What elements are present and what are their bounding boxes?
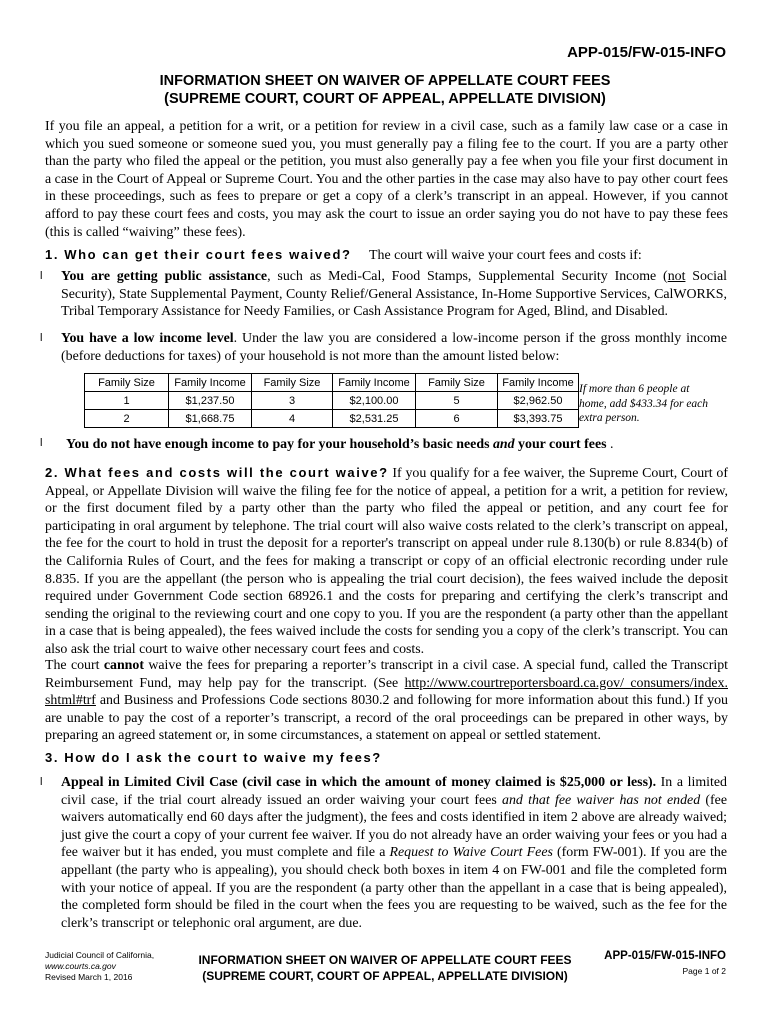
basic-needs-end: . xyxy=(606,437,614,452)
public-assistance-item xyxy=(61,268,727,321)
limited-civil-italic2: Request to Waive Court Fees xyxy=(389,845,553,861)
table-cell: $3,393.75 xyxy=(498,410,579,428)
limited-civil-item xyxy=(61,774,727,932)
table-header: Family Size xyxy=(416,374,498,392)
bullet-mark: l xyxy=(40,437,43,449)
form-code: APP-015/FW-015-INFO xyxy=(567,44,726,61)
table-cell: $2,531.25 xyxy=(333,410,416,428)
basic-needs-bold1: You do not have enough income to pay for your household’s basic needs xyxy=(66,437,493,452)
table-header: Family Size xyxy=(252,374,333,392)
limited-civil-bold: Appeal in Limited Civil Case (civil case in which the amount of money claimed is $25,000 or less). xyxy=(61,775,657,790)
footer-title xyxy=(170,952,600,984)
low-income-bold: You have a low income level xyxy=(61,331,234,346)
basic-needs-bold2: your court fees xyxy=(514,437,607,452)
section2-p2-a: The court xyxy=(45,658,104,673)
section2-paragraph1 xyxy=(45,464,728,659)
section2-p2-c: and Business and Professions Code sections 8030.2 and following for more information about this fund.) If you are unable to pay the cost of a reporter’s transcript, a record of the oral proceedings can be prepared in other ways, by preparing an agreed statement or, in some circumstances, a statement on appeal or settled statement. xyxy=(45,693,728,744)
section3-heading-line xyxy=(45,749,728,768)
footer-website: www.courts.ca.gov xyxy=(45,961,116,971)
low-income-text: . Under the law you are considered a low-income person if the gross monthly income (before deductions for taxes) of your household is not more than the amount listed below: xyxy=(61,331,727,364)
bullet-mark: l xyxy=(40,332,43,344)
section3-heading: 3. How do I ask the court to waive my fees? xyxy=(45,750,382,765)
basic-needs-item xyxy=(66,436,732,454)
limited-civil-a: In a limited civil case, if the trial court already issued an order waiving your court fees xyxy=(61,775,727,808)
intro-paragraph: If you file an appeal, a petition for a writ, or a petition for review in a civil case, such as a family law case or a case in which you sued someone or someone sued you, you must generally pay a filing fee to the court. If you are a party other than the party who filed the appeal or the petition, you must also generally pay a fee when you file your first document in a case in the Court of Appeal or Supreme Court. You and the other parties in the case may also have to pay other court fees in these proceedings, such as fees to prepare or get a copy of a clerk’s transcript in an appeal. However, if you cannot afford to pay these court fees and costs, you may ask the court to issue an order saying you do not have to pay these fees (this is called “waiving” these fees). xyxy=(45,119,728,240)
public-assistance-bold: You are getting public assistance xyxy=(61,269,268,284)
public-assistance-not: not xyxy=(667,269,686,284)
table-cell: $2,100.00 xyxy=(333,392,416,410)
section1-heading: 1. Who can get their court fees waived? xyxy=(45,247,352,262)
table-cell: 3 xyxy=(252,392,333,410)
limited-civil-c: (form FW-001). If you are the appellant (the party who is appealing), you should check both boxes in item 4 on FW-001 and file the completed form with your notice of appeal. If you are the respondent (a party other than the appellant in a case that is being appealed), the completed form should be filed in the court when the fees you are requesting to be waived, such as the fee for the clerk’s transcript or telephonic oral argument, are due. xyxy=(61,845,727,931)
table-header: Family Income xyxy=(498,374,579,392)
title-line1: INFORMATION SHEET ON WAIVER OF APPELLATE COURT FEES xyxy=(159,73,611,89)
income-table xyxy=(84,373,579,428)
page-number: Page 1 of 2 xyxy=(682,966,726,976)
table-cell: 1 xyxy=(85,392,169,410)
table-cell: 5 xyxy=(416,392,498,410)
table-cell: $2,962.50 xyxy=(498,392,579,410)
table-row xyxy=(85,392,579,410)
public-assistance-text2: Social Security), State Supplemental Payment, County Relief/General Assistance, In-Home Supportive Services, CalWORKS, Tribal Temporary Assistance for Needy Families, or Cash Assistance Program for Aged, Blind, and Disabled. xyxy=(61,269,727,320)
section2-p2-b: waive the fees for preparing a reporter’s transcript in a civil case. A special fund, called the Transcript Reimbursement Fund, may help pay for the transcript. (See xyxy=(45,658,728,691)
limited-civil-b: (fee waivers automatically end 60 days after the judgment), the fees and costs identified in item 2 above are already waived; just give the court a copy of your current fee waiver. If you do not already have an order waiving your fees or you had a fee waiver but it has ended, you must complete and file a xyxy=(61,792,727,861)
table-cell: 2 xyxy=(85,410,169,428)
page-title xyxy=(0,72,770,108)
table-cell: 6 xyxy=(416,410,498,428)
income-table-header-row xyxy=(85,374,579,392)
table-cell: $1,668.75 xyxy=(169,410,252,428)
public-assistance-text1: , such as Medi-Cal, Food Stamps, Supplemental Security Income ( xyxy=(267,269,668,284)
table-header: Family Income xyxy=(169,374,252,392)
footer-title-line1: INFORMATION SHEET ON WAIVER OF APPELLATE COURT FEES xyxy=(198,953,572,967)
title-line2: (SUPREME COURT, COURT OF APPEAL, APPELLATE DIVISION) xyxy=(164,91,606,107)
bullet-mark: l xyxy=(40,270,43,282)
footer-title-line2: (SUPREME COURT, COURT OF APPEAL, APPELLATE DIVISION) xyxy=(202,969,568,983)
section2-cannot: cannot xyxy=(103,658,144,673)
basic-needs-and: and xyxy=(492,437,515,452)
table-header: Family Income xyxy=(333,374,416,392)
footer-left xyxy=(45,950,154,983)
footer-revised: Revised March 1, 2016 xyxy=(45,972,133,982)
table-cell: $1,237.50 xyxy=(169,392,252,410)
limited-civil-italic1: and that fee waiver has not ended xyxy=(502,792,701,808)
footer-publisher: Judicial Council of California, xyxy=(45,950,155,960)
section1-lead: The court will waive your court fees and costs if: xyxy=(369,248,642,263)
low-income-item xyxy=(61,330,727,365)
table-header: Family Size xyxy=(85,374,169,392)
section2-text: If you qualify for a fee waiver, the Supreme Court, Court of Appeal, or Appellate Division will waive the filing fee for the notice of appeal, a petition for a writ, a petition for review, or the first document filed by a party other than the party who filed the appeal or petition, and any court fee for participating in oral argument by telephone. The trial court will also waive costs related to the clerk’s transcript on appeal, the fee for the court to hold in trust the deposit for a reporter's transcript on appeal under rule 8.130(b) or rule 8.834(b) of the California Rules of Court, and the fees for making a transcript or copy of an official electronic recording under rule 8.835. If you are the appellant (the person who is appealing the trial court decision), the fees waived include the deposit required under Government Code section 68926.1 and the costs for preparing and certifying the clerk’s transcript and sending the original to the reviewing court and one copy to you. If you are the respondent (a party other than the appellant in a case that is being appealed), the fees waived include the costs for sending you a copy of the clerk’s transcript. You can also ask the trial court to waive other necessary court fees and costs. xyxy=(45,466,728,657)
table-note: If more than 6 people at home, add $433.34 for each extra person. xyxy=(579,383,709,424)
section2-heading: 2. What fees and costs will the court waive? xyxy=(45,465,389,480)
bullet-mark: l xyxy=(40,776,43,788)
footer-form-code: APP-015/FW-015-INFO xyxy=(604,950,726,962)
transcript-fund-link[interactable]: http://www.courtreportersboard.ca.gov/ consumers/index. shtml#trf xyxy=(45,675,728,709)
section1-heading-line xyxy=(45,246,728,265)
section2-paragraph2 xyxy=(45,657,728,745)
table-cell: 4 xyxy=(252,410,333,428)
table-row xyxy=(85,410,579,428)
